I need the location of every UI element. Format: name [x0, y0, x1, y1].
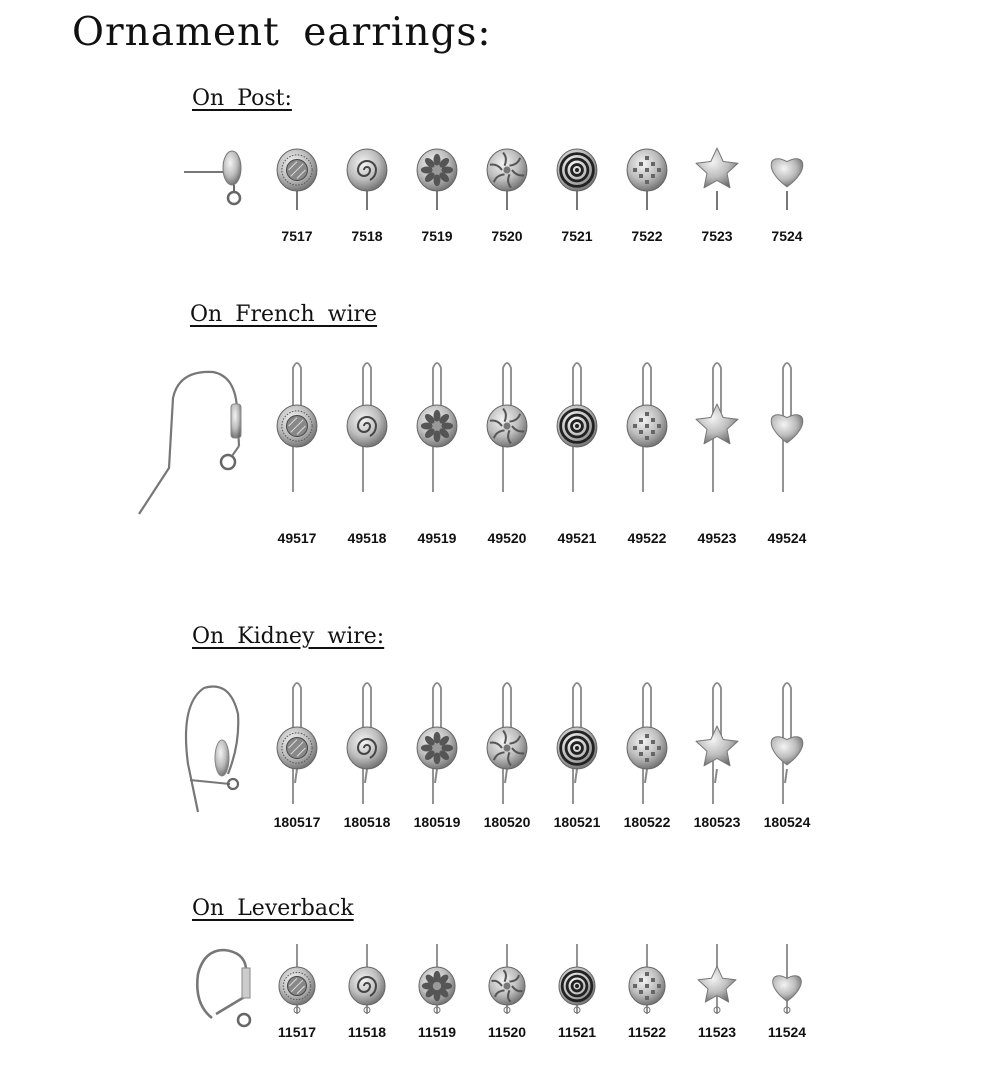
section-heading: On Kidney wire: [192, 624, 385, 649]
product-item [402, 678, 472, 830]
product-item [752, 944, 822, 1040]
product-code: 49517 [277, 530, 317, 546]
product-item [262, 678, 332, 830]
checkered-ball-earring-icon [612, 678, 682, 814]
product-code: 49521 [557, 530, 597, 546]
kidney-wire-finding-icon [178, 684, 248, 814]
textured-mesh-earring-icon [262, 944, 332, 1024]
product-code: 7523 [701, 228, 733, 244]
swirl-earring-icon [472, 358, 542, 530]
product-item [472, 678, 542, 830]
checkered-ball-earring-icon [612, 358, 682, 530]
product-code: 7521 [561, 228, 593, 244]
textured-mesh-earring-icon [262, 140, 332, 228]
product-item [262, 944, 332, 1040]
product-code: 7522 [631, 228, 663, 244]
product-item [402, 140, 472, 244]
product-code: 7519 [421, 228, 453, 244]
product-code: 11522 [627, 1024, 667, 1040]
product-code: 180522 [623, 814, 671, 830]
product-code: 180521 [553, 814, 601, 830]
product-code: 49523 [697, 530, 737, 546]
product-item [542, 944, 612, 1040]
section-heading: On Leverback [192, 896, 354, 921]
checkered-ball-earring-icon [612, 944, 682, 1024]
product-code: 11520 [487, 1024, 527, 1040]
product-item [612, 358, 682, 546]
product-code: 180518 [343, 814, 391, 830]
product-code: 7520 [491, 228, 523, 244]
product-item [472, 944, 542, 1040]
page-title: Ornament earrings: [72, 10, 492, 55]
product-item [332, 678, 402, 830]
product-code: 7517 [281, 228, 313, 244]
product-code: 7518 [351, 228, 383, 244]
product-item [542, 678, 612, 830]
textured-mesh-earring-icon [262, 358, 332, 530]
leverback-finding-icon [192, 948, 262, 1030]
product-item [402, 358, 472, 546]
section-heading: On French wire [190, 302, 378, 327]
product-item [262, 140, 332, 244]
product-item [682, 140, 752, 244]
product-item [332, 358, 402, 546]
rose-earring-icon [332, 140, 402, 228]
product-code: 180520 [483, 814, 531, 830]
french-wire-finding-icon [135, 368, 255, 518]
rose-earring-icon [332, 944, 402, 1024]
swirl-earring-icon [472, 140, 542, 228]
heart-earring-icon [752, 678, 822, 814]
product-item [472, 358, 542, 546]
concentric-circles-earring-icon [542, 358, 612, 530]
rose-earring-icon [332, 358, 402, 530]
concentric-circles-earring-icon [542, 944, 612, 1024]
product-code: 11518 [347, 1024, 387, 1040]
heart-earring-icon [752, 944, 822, 1024]
product-item [402, 944, 472, 1040]
checkered-ball-earring-icon [612, 140, 682, 228]
star-earring-icon [682, 678, 752, 814]
product-code: 180523 [693, 814, 741, 830]
product-item [752, 358, 822, 546]
post-finding-icon [182, 148, 248, 212]
product-item [752, 140, 822, 244]
product-code: 49519 [417, 530, 457, 546]
product-code: 180517 [273, 814, 321, 830]
product-item [542, 140, 612, 244]
product-code: 49520 [487, 530, 527, 546]
product-item [612, 678, 682, 830]
heart-earring-icon [752, 140, 822, 228]
swirl-earring-icon [472, 944, 542, 1024]
product-item [332, 944, 402, 1040]
product-code: 11517 [277, 1024, 317, 1040]
product-code: 11523 [697, 1024, 737, 1040]
product-code: 49524 [767, 530, 807, 546]
product-code: 11524 [767, 1024, 807, 1040]
product-item [752, 678, 822, 830]
product-item [542, 358, 612, 546]
concentric-circles-earring-icon [542, 678, 612, 814]
product-item [612, 140, 682, 244]
flower-earring-icon [402, 140, 472, 228]
product-code: 11519 [417, 1024, 457, 1040]
rose-earring-icon [332, 678, 402, 814]
product-item [262, 358, 332, 546]
heart-earring-icon [752, 358, 822, 530]
product-code: 7524 [771, 228, 803, 244]
flower-earring-icon [402, 678, 472, 814]
textured-mesh-earring-icon [262, 678, 332, 814]
star-earring-icon [682, 140, 752, 228]
star-earring-icon [682, 944, 752, 1024]
star-earring-icon [682, 358, 752, 530]
product-item [472, 140, 542, 244]
product-item [682, 944, 752, 1040]
flower-earring-icon [402, 944, 472, 1024]
product-item [682, 678, 752, 830]
product-item [612, 944, 682, 1040]
product-code: 11521 [557, 1024, 597, 1040]
section-heading: On Post: [192, 86, 292, 111]
product-code: 180519 [413, 814, 461, 830]
product-code: 49522 [627, 530, 667, 546]
flower-earring-icon [402, 358, 472, 530]
product-code: 180524 [763, 814, 811, 830]
product-item [332, 140, 402, 244]
concentric-circles-earring-icon [542, 140, 612, 228]
product-item [682, 358, 752, 546]
product-code: 49518 [347, 530, 387, 546]
swirl-earring-icon [472, 678, 542, 814]
